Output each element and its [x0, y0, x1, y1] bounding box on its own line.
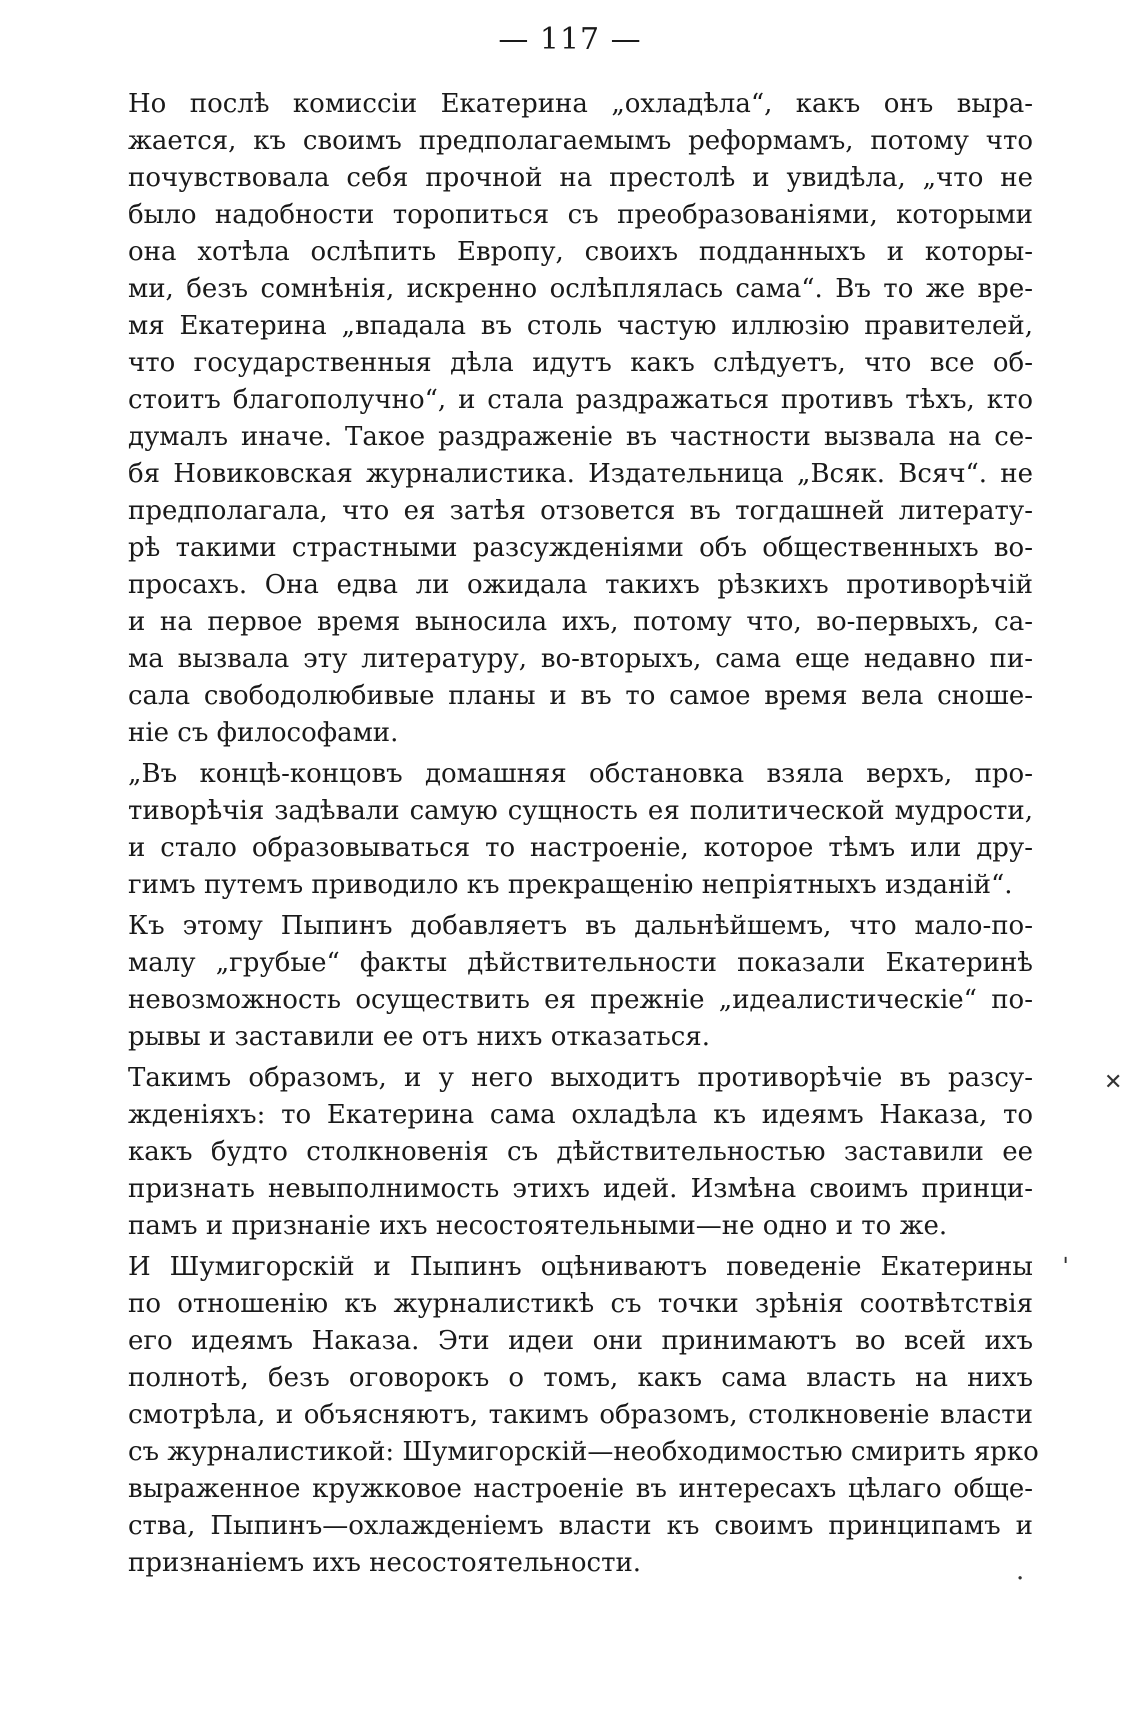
- text-line: почувствовала себя прочной на престолѣ и увидѣла, „что не: [128, 163, 1033, 193]
- text-line: рѣ такими страстными разсужденіями объ общественныхъ во-: [128, 533, 1033, 563]
- text-line: гимъ путемъ приводило къ прекращенію непріятныхъ изданій“.: [128, 870, 1013, 900]
- text-line: сала свободолюбивые планы и въ то самое время вела сноше-: [128, 681, 1033, 711]
- paragraph-2: [128, 756, 1033, 904]
- text-line: по отношенію къ журналистикѣ съ точки зрѣнія соотвѣтствія: [128, 1289, 1033, 1319]
- text-line: было надобности торопиться съ преобразованіями, которыми: [128, 200, 1033, 230]
- text-line: невозможность осуществить ея прежніе „идеалистическіе“ по-: [128, 985, 1033, 1015]
- text-line: ма вызвала эту литературу, во-вторыхъ, сама еще недавно пи-: [128, 644, 1033, 674]
- text-line: памъ и признаніе ихъ несостоятельными—не одно и то же.: [128, 1211, 948, 1241]
- text-line: бя Новиковская журналистика. Издательница „Всяк. Всяч“. не: [128, 459, 1033, 489]
- text-line: и на первое время выносила ихъ, потому что, во-первыхъ, са-: [128, 607, 1033, 637]
- text-line: какъ будто столкновенія съ дѣйствительностью заставили ее: [128, 1137, 1033, 1167]
- text-line: признать невыполнимость этихъ идей. Измѣна своимъ принци-: [128, 1174, 1033, 1204]
- text-line: ства, Пыпинъ—охлажденіемъ власти къ своимъ принципамъ и: [128, 1511, 1033, 1541]
- text-line: малу „грубые“ факты дѣйствительности показали Екатеринѣ: [128, 948, 1033, 978]
- text-line: выраженное кружковое настроеніе въ интересахъ цѣлаго обще-: [128, 1474, 1033, 1504]
- text-line: просахъ. Она едва ли ожидала такихъ рѣзкихъ противорѣчій: [128, 570, 1033, 600]
- paragraph-3: [128, 908, 1033, 1056]
- margin-cross-mark: ✕: [1104, 1070, 1123, 1095]
- text-line: рывы и заставили ее отъ нихъ отказаться.: [128, 1022, 710, 1052]
- body-text: [128, 86, 1039, 1582]
- text-line: думалъ иначе. Такое раздраженіе въ частности вызвала на се-: [128, 422, 1033, 452]
- text-line: И Шумигорскій и Пыпинъ оцѣниваютъ поведеніе Екатерины: [128, 1252, 1033, 1282]
- text-line: Къ этому Пыпинъ добавляетъ въ дальнѣйшемъ, что мало-по-: [128, 911, 1033, 941]
- margin-dot-mark: ·: [1016, 1564, 1025, 1594]
- paragraph-5: [128, 1249, 1039, 1582]
- text-line: стоитъ благополучно“, и стала раздражаться противъ тѣхъ, кто: [128, 385, 1033, 415]
- margin-tick-mark: ˈ: [1062, 1254, 1070, 1284]
- text-line: предполагала, что ея затѣя отзовется въ тогдашней литерату-: [128, 496, 1033, 526]
- text-line: „Въ концѣ-концовъ домашняя обстановка взяла верхъ, про-: [128, 759, 1033, 789]
- text-line: съ журналистикой: Шумигорскій—необходимостью смирить ярко: [128, 1437, 1039, 1467]
- text-line: мя Екатерина „впадала въ столь частую иллюзію правителей,: [128, 311, 1033, 341]
- text-line: что государственныя дѣла идутъ какъ слѣдуетъ, что все об-: [128, 348, 1033, 378]
- paragraph-4: [128, 1060, 1033, 1245]
- page-number: — 117 —: [498, 22, 642, 57]
- text-line: признаніемъ ихъ несостоятельности.: [128, 1548, 642, 1578]
- text-line: его идеямъ Наказа. Эти идеи они принимаютъ во всей ихъ: [128, 1326, 1033, 1356]
- text-line: жается, къ своимъ предполагаемымъ реформамъ, потому что: [128, 126, 1033, 156]
- text-line: тиворѣчія задѣвали самую сущность ея политической мудрости,: [128, 796, 1033, 826]
- text-line: и стало образовываться то настроеніе, которое тѣмъ или дру-: [128, 833, 1033, 863]
- text-line: смотрѣла, и объясняютъ, такимъ образомъ, столкновеніе власти: [128, 1400, 1033, 1430]
- text-line: Но послѣ комиссіи Екатерина „охладѣла“, какъ онъ выра-: [128, 89, 1033, 119]
- text-line: полнотѣ, безъ оговорокъ о томъ, какъ сама власть на нихъ: [128, 1363, 1033, 1393]
- text-line: ніе съ философами.: [128, 718, 399, 748]
- paragraph-1: [128, 86, 1033, 752]
- text-line: она хотѣла ослѣпить Европу, своихъ подданныхъ и которы-: [128, 237, 1033, 267]
- text-line: Такимъ образомъ, и у него выходитъ противорѣчіе въ разсу-: [128, 1063, 1033, 1093]
- text-line: жденіяхъ: то Екатерина сама охладѣла къ идеямъ Наказа, то: [128, 1100, 1033, 1130]
- text-line: ми, безъ сомнѣнія, искренно ослѣплялась сама“. Въ то же вре-: [128, 274, 1033, 304]
